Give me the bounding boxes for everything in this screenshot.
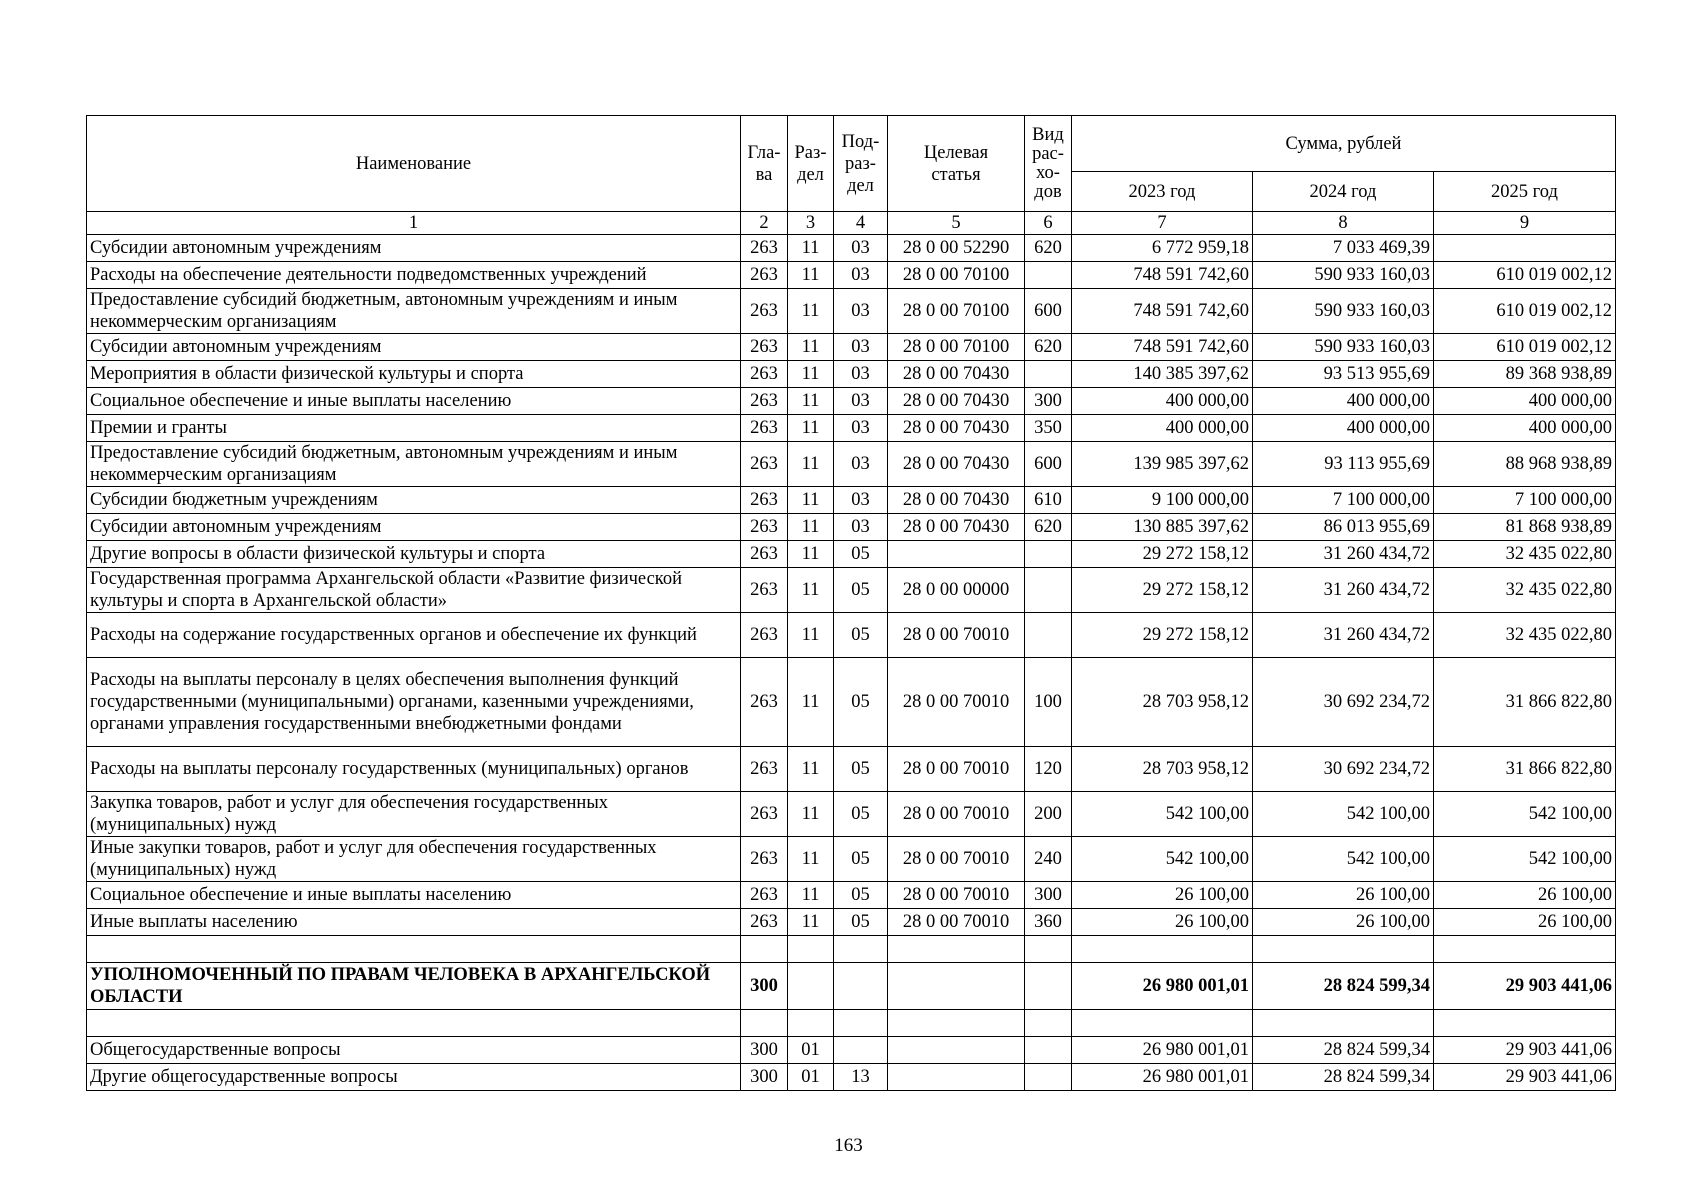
row-sum-2025: 89 368 938,89 [1434, 361, 1616, 388]
row-podrazdel: 03 [834, 334, 888, 361]
row-sum-2025: 31 866 822,80 [1434, 658, 1616, 747]
row-target-article: 28 0 00 70430 [888, 487, 1025, 514]
column-index: 1 [87, 212, 741, 235]
row-sum-2024: 542 100,00 [1253, 792, 1434, 837]
row-target-article: 28 0 00 70100 [888, 334, 1025, 361]
row-podrazdel: 13 [834, 1064, 888, 1091]
row-sum-2025: 29 903 441,06 [1434, 963, 1616, 1010]
row-podrazdel: 03 [834, 442, 888, 487]
row-podrazdel: 03 [834, 514, 888, 541]
row-sum-2024: 7 033 469,39 [1253, 235, 1434, 262]
row-sum-2025: 32 435 022,80 [1434, 613, 1616, 658]
table-row [87, 613, 1616, 658]
row-sum-2023: 9 100 000,00 [1072, 487, 1253, 514]
row-sum-2023: 542 100,00 [1072, 792, 1253, 837]
row-target-article [888, 541, 1025, 568]
row-sum-2023: 400 000,00 [1072, 415, 1253, 442]
row-expense-type: 360 [1025, 909, 1072, 936]
row-expense-type: 240 [1025, 837, 1072, 882]
row-glava: 300 [741, 963, 788, 1010]
header-year-2024: 2024 год [1253, 172, 1434, 212]
row-glava: 263 [741, 487, 788, 514]
row-target-article [888, 936, 1025, 963]
row-target-article: 28 0 00 70010 [888, 909, 1025, 936]
row-razdel: 01 [788, 1064, 834, 1091]
column-index: 4 [834, 212, 888, 235]
table-body [87, 235, 1616, 1091]
row-razdel: 11 [788, 909, 834, 936]
row-expense-type: 610 [1025, 487, 1072, 514]
row-sum-2024: 30 692 234,72 [1253, 658, 1434, 747]
row-sum-2024: 590 933 160,03 [1253, 334, 1434, 361]
row-sum-2024: 26 100,00 [1253, 882, 1434, 909]
row-sum-2023: 542 100,00 [1072, 837, 1253, 882]
row-razdel: 11 [788, 658, 834, 747]
column-index: 5 [888, 212, 1025, 235]
row-podrazdel: 05 [834, 792, 888, 837]
table-row [87, 442, 1616, 487]
column-index: 8 [1253, 212, 1434, 235]
row-glava: 263 [741, 361, 788, 388]
row-sum-2023: 28 703 958,12 [1072, 747, 1253, 792]
row-sum-2023 [1072, 936, 1253, 963]
row-expense-type [1025, 361, 1072, 388]
row-target-article: 28 0 00 70430 [888, 361, 1025, 388]
row-podrazdel [834, 1037, 888, 1064]
row-expense-type: 300 [1025, 388, 1072, 415]
row-expense-type [1025, 1010, 1072, 1037]
row-podrazdel: 03 [834, 289, 888, 334]
row-razdel: 11 [788, 415, 834, 442]
row-podrazdel: 05 [834, 747, 888, 792]
row-glava: 263 [741, 568, 788, 613]
row-target-article: 28 0 00 70010 [888, 882, 1025, 909]
row-sum-2025: 81 868 938,89 [1434, 514, 1616, 541]
table-row [87, 361, 1616, 388]
row-expense-type: 620 [1025, 514, 1072, 541]
table-row [87, 747, 1616, 792]
header-glava: Гла- ва [741, 116, 788, 212]
table-row [87, 792, 1616, 837]
header-year-2025: 2025 год [1434, 172, 1616, 212]
row-expense-type [1025, 262, 1072, 289]
row-podrazdel [834, 936, 888, 963]
row-sum-2025: 29 903 441,06 [1434, 1064, 1616, 1091]
row-expense-type [1025, 568, 1072, 613]
header-podrazdel: Под- раз- дел [834, 116, 888, 212]
row-name: Субсидии автономным учреждениям [87, 514, 741, 541]
row-name: Расходы на выплаты персоналу государственных (муниципальных) органов [87, 747, 741, 792]
row-sum-2025: 26 100,00 [1434, 909, 1616, 936]
row-name: Социальное обеспечение и иные выплаты населению [87, 388, 741, 415]
row-sum-2024: 590 933 160,03 [1253, 289, 1434, 334]
row-razdel: 11 [788, 334, 834, 361]
row-sum-2024: 30 692 234,72 [1253, 747, 1434, 792]
row-podrazdel: 03 [834, 262, 888, 289]
row-expense-type [1025, 1037, 1072, 1064]
header-target-article: Целевая статья [888, 116, 1025, 212]
row-target-article: 28 0 00 70100 [888, 262, 1025, 289]
row-glava: 263 [741, 262, 788, 289]
row-target-article: 28 0 00 70010 [888, 792, 1025, 837]
row-razdel: 01 [788, 1037, 834, 1064]
row-expense-type: 350 [1025, 415, 1072, 442]
row-razdel: 11 [788, 487, 834, 514]
row-sum-2023: 26 980 001,01 [1072, 1037, 1253, 1064]
row-expense-type: 200 [1025, 792, 1072, 837]
row-podrazdel [834, 1010, 888, 1037]
row-glava: 263 [741, 909, 788, 936]
row-target-article: 28 0 00 70010 [888, 658, 1025, 747]
row-sum-2024: 400 000,00 [1253, 388, 1434, 415]
row-glava: 263 [741, 747, 788, 792]
row-sum-2023: 26 980 001,01 [1072, 963, 1253, 1010]
row-sum-2025 [1434, 1010, 1616, 1037]
row-sum-2024 [1253, 936, 1434, 963]
row-glava: 263 [741, 289, 788, 334]
row-sum-2024: 86 013 955,69 [1253, 514, 1434, 541]
row-expense-type: 120 [1025, 747, 1072, 792]
table-row [87, 909, 1616, 936]
row-target-article: 28 0 00 52290 [888, 235, 1025, 262]
row-sum-2025: 31 866 822,80 [1434, 747, 1616, 792]
row-target-article [888, 963, 1025, 1010]
row-sum-2025: 32 435 022,80 [1434, 568, 1616, 613]
table-row [87, 658, 1616, 747]
row-target-article [888, 1064, 1025, 1091]
row-sum-2023: 748 591 742,60 [1072, 289, 1253, 334]
table-row [87, 289, 1616, 334]
row-name: Иные закупки товаров, работ и услуг для обеспечения государственных (муниципальных) нужд [87, 837, 741, 882]
row-expense-type: 600 [1025, 442, 1072, 487]
row-sum-2023: 29 272 158,12 [1072, 613, 1253, 658]
table-row [87, 487, 1616, 514]
column-index: 9 [1434, 212, 1616, 235]
budget-table [86, 115, 1616, 1091]
table-row [87, 262, 1616, 289]
row-sum-2023: 28 703 958,12 [1072, 658, 1253, 747]
table-row [87, 1010, 1616, 1037]
row-target-article: 28 0 00 70430 [888, 514, 1025, 541]
row-expense-type [1025, 963, 1072, 1010]
row-glava: 263 [741, 541, 788, 568]
row-sum-2024: 28 824 599,34 [1253, 1064, 1434, 1091]
table-row [87, 1064, 1616, 1091]
row-sum-2023 [1072, 1010, 1253, 1037]
row-sum-2024: 31 260 434,72 [1253, 613, 1434, 658]
row-sum-2023: 400 000,00 [1072, 388, 1253, 415]
row-name: Премии и гранты [87, 415, 741, 442]
row-sum-2024: 28 824 599,34 [1253, 1037, 1434, 1064]
row-sum-2025: 26 100,00 [1434, 882, 1616, 909]
row-name: Иные выплаты населению [87, 909, 741, 936]
row-name: Субсидии автономным учреждениям [87, 334, 741, 361]
row-name: Государственная программа Архангельской области «Развитие физической культуры и спорта в Архангельской области» [87, 568, 741, 613]
row-target-article: 28 0 00 70010 [888, 613, 1025, 658]
table-row [87, 1037, 1616, 1064]
row-glava: 263 [741, 658, 788, 747]
row-target-article [888, 1037, 1025, 1064]
row-name: Другие вопросы в области физической культуры и спорта [87, 541, 741, 568]
row-sum-2025: 610 019 002,12 [1434, 262, 1616, 289]
row-sum-2025: 29 903 441,06 [1434, 1037, 1616, 1064]
row-name: Субсидии бюджетным учреждениям [87, 487, 741, 514]
row-name: Субсидии автономным учреждениям [87, 235, 741, 262]
row-expense-type [1025, 613, 1072, 658]
row-podrazdel: 03 [834, 361, 888, 388]
row-name: Расходы на выплаты персоналу в целях обеспечения выполнения функций государственными (муниципальными) органами, казенными учреждениями, органами управления государственными внебюджетными фондами [87, 658, 741, 747]
row-glava: 263 [741, 882, 788, 909]
column-index: 6 [1025, 212, 1072, 235]
row-sum-2025: 542 100,00 [1434, 792, 1616, 837]
header-year-2023: 2023 год [1072, 172, 1253, 212]
row-sum-2025: 32 435 022,80 [1434, 541, 1616, 568]
row-sum-2024 [1253, 1010, 1434, 1037]
row-glava: 263 [741, 514, 788, 541]
row-sum-2025: 542 100,00 [1434, 837, 1616, 882]
row-target-article: 28 0 00 00000 [888, 568, 1025, 613]
row-sum-2023: 29 272 158,12 [1072, 541, 1253, 568]
row-sum-2024: 542 100,00 [1253, 837, 1434, 882]
table-row [87, 541, 1616, 568]
row-podrazdel: 05 [834, 658, 888, 747]
row-podrazdel: 03 [834, 415, 888, 442]
row-podrazdel: 05 [834, 541, 888, 568]
row-podrazdel: 03 [834, 388, 888, 415]
row-sum-2025: 400 000,00 [1434, 388, 1616, 415]
row-sum-2025 [1434, 235, 1616, 262]
row-razdel: 11 [788, 442, 834, 487]
row-sum-2024: 31 260 434,72 [1253, 568, 1434, 613]
row-glava: 263 [741, 442, 788, 487]
row-target-article: 28 0 00 70430 [888, 415, 1025, 442]
row-expense-type: 600 [1025, 289, 1072, 334]
row-glava: 263 [741, 613, 788, 658]
row-podrazdel: 05 [834, 837, 888, 882]
row-podrazdel [834, 963, 888, 1010]
column-index-row [87, 212, 1616, 235]
row-glava: 263 [741, 415, 788, 442]
header-expense-type: Вид рас- хо- дов [1025, 116, 1072, 212]
row-target-article: 28 0 00 70100 [888, 289, 1025, 334]
row-name: Расходы на содержание государственных органов и обеспечение их функций [87, 613, 741, 658]
row-razdel: 11 [788, 235, 834, 262]
row-sum-2023: 26 100,00 [1072, 909, 1253, 936]
row-razdel: 11 [788, 613, 834, 658]
row-expense-type: 620 [1025, 334, 1072, 361]
row-glava: 263 [741, 792, 788, 837]
table-row [87, 235, 1616, 262]
table-row [87, 936, 1616, 963]
column-index: 7 [1072, 212, 1253, 235]
column-index: 3 [788, 212, 834, 235]
row-glava: 263 [741, 837, 788, 882]
row-sum-2023: 29 272 158,12 [1072, 568, 1253, 613]
row-sum-2023: 130 885 397,62 [1072, 514, 1253, 541]
row-sum-2024: 93 113 955,69 [1253, 442, 1434, 487]
row-name: УПОЛНОМОЧЕННЫЙ ПО ПРАВАМ ЧЕЛОВЕКА В АРХАНГЕЛЬСКОЙ ОБЛАСТИ [87, 963, 741, 1010]
row-sum-2023: 139 985 397,62 [1072, 442, 1253, 487]
row-sum-2024: 7 100 000,00 [1253, 487, 1434, 514]
row-target-article [888, 1010, 1025, 1037]
header-name: Наименование [87, 116, 741, 212]
row-sum-2025 [1434, 936, 1616, 963]
header-razdel: Раз- дел [788, 116, 834, 212]
row-sum-2023: 6 772 959,18 [1072, 235, 1253, 262]
row-sum-2023: 26 100,00 [1072, 882, 1253, 909]
row-razdel [788, 1010, 834, 1037]
row-razdel: 11 [788, 837, 834, 882]
row-name: Мероприятия в области физической культуры и спорта [87, 361, 741, 388]
row-glava [741, 936, 788, 963]
row-sum-2023: 140 385 397,62 [1072, 361, 1253, 388]
row-sum-2025: 88 968 938,89 [1434, 442, 1616, 487]
row-razdel: 11 [788, 262, 834, 289]
row-glava: 263 [741, 235, 788, 262]
row-name: Предоставление субсидий бюджетным, автономным учреждениям и иным некоммерческим организациям [87, 442, 741, 487]
column-index: 2 [741, 212, 788, 235]
row-sum-2023: 748 591 742,60 [1072, 262, 1253, 289]
row-razdel: 11 [788, 747, 834, 792]
row-podrazdel: 05 [834, 568, 888, 613]
row-sum-2025: 7 100 000,00 [1434, 487, 1616, 514]
table-row [87, 568, 1616, 613]
row-podrazdel: 05 [834, 909, 888, 936]
header-sum: Сумма, рублей [1072, 116, 1616, 172]
row-razdel: 11 [788, 289, 834, 334]
row-name: Другие общегосударственные вопросы [87, 1064, 741, 1091]
row-name [87, 936, 741, 963]
row-glava [741, 1010, 788, 1037]
row-razdel: 11 [788, 568, 834, 613]
row-expense-type: 300 [1025, 882, 1072, 909]
row-razdel: 11 [788, 541, 834, 568]
row-razdel [788, 936, 834, 963]
table-row [87, 388, 1616, 415]
table-row [87, 882, 1616, 909]
row-sum-2024: 93 513 955,69 [1253, 361, 1434, 388]
row-name: Предоставление субсидий бюджетным, автономным учреждениям и иным некоммерческим организациям [87, 289, 741, 334]
row-razdel: 11 [788, 792, 834, 837]
row-expense-type: 620 [1025, 235, 1072, 262]
row-expense-type [1025, 936, 1072, 963]
row-expense-type [1025, 1064, 1072, 1091]
row-name: Расходы на обеспечение деятельности подведомственных учреждений [87, 262, 741, 289]
row-name: Закупка товаров, работ и услуг для обеспечения государственных (муниципальных) нужд [87, 792, 741, 837]
table-row [87, 963, 1616, 1010]
page-number: 163 [834, 1135, 863, 1156]
row-glava: 263 [741, 334, 788, 361]
row-name: Общегосударственные вопросы [87, 1037, 741, 1064]
row-target-article: 28 0 00 70010 [888, 747, 1025, 792]
row-name [87, 1010, 741, 1037]
row-sum-2023: 26 980 001,01 [1072, 1064, 1253, 1091]
row-sum-2023: 748 591 742,60 [1072, 334, 1253, 361]
row-target-article: 28 0 00 70010 [888, 837, 1025, 882]
row-razdel [788, 963, 834, 1010]
row-glava: 300 [741, 1037, 788, 1064]
row-podrazdel: 05 [834, 882, 888, 909]
row-sum-2024: 590 933 160,03 [1253, 262, 1434, 289]
row-sum-2024: 31 260 434,72 [1253, 541, 1434, 568]
row-sum-2024: 28 824 599,34 [1253, 963, 1434, 1010]
row-razdel: 11 [788, 388, 834, 415]
row-sum-2025: 610 019 002,12 [1434, 334, 1616, 361]
row-glava: 263 [741, 388, 788, 415]
row-podrazdel: 03 [834, 487, 888, 514]
row-razdel: 11 [788, 514, 834, 541]
table-row [87, 514, 1616, 541]
table-row [87, 837, 1616, 882]
table-row [87, 415, 1616, 442]
row-target-article: 28 0 00 70430 [888, 442, 1025, 487]
row-sum-2025: 400 000,00 [1434, 415, 1616, 442]
table-row [87, 334, 1616, 361]
row-sum-2024: 26 100,00 [1253, 909, 1434, 936]
row-razdel: 11 [788, 882, 834, 909]
row-expense-type [1025, 541, 1072, 568]
row-podrazdel: 03 [834, 235, 888, 262]
row-expense-type: 100 [1025, 658, 1072, 747]
row-name: Социальное обеспечение и иные выплаты населению [87, 882, 741, 909]
row-razdel: 11 [788, 361, 834, 388]
row-sum-2025: 610 019 002,12 [1434, 289, 1616, 334]
row-glava: 300 [741, 1064, 788, 1091]
row-sum-2024: 400 000,00 [1253, 415, 1434, 442]
row-target-article: 28 0 00 70430 [888, 388, 1025, 415]
row-podrazdel: 05 [834, 613, 888, 658]
